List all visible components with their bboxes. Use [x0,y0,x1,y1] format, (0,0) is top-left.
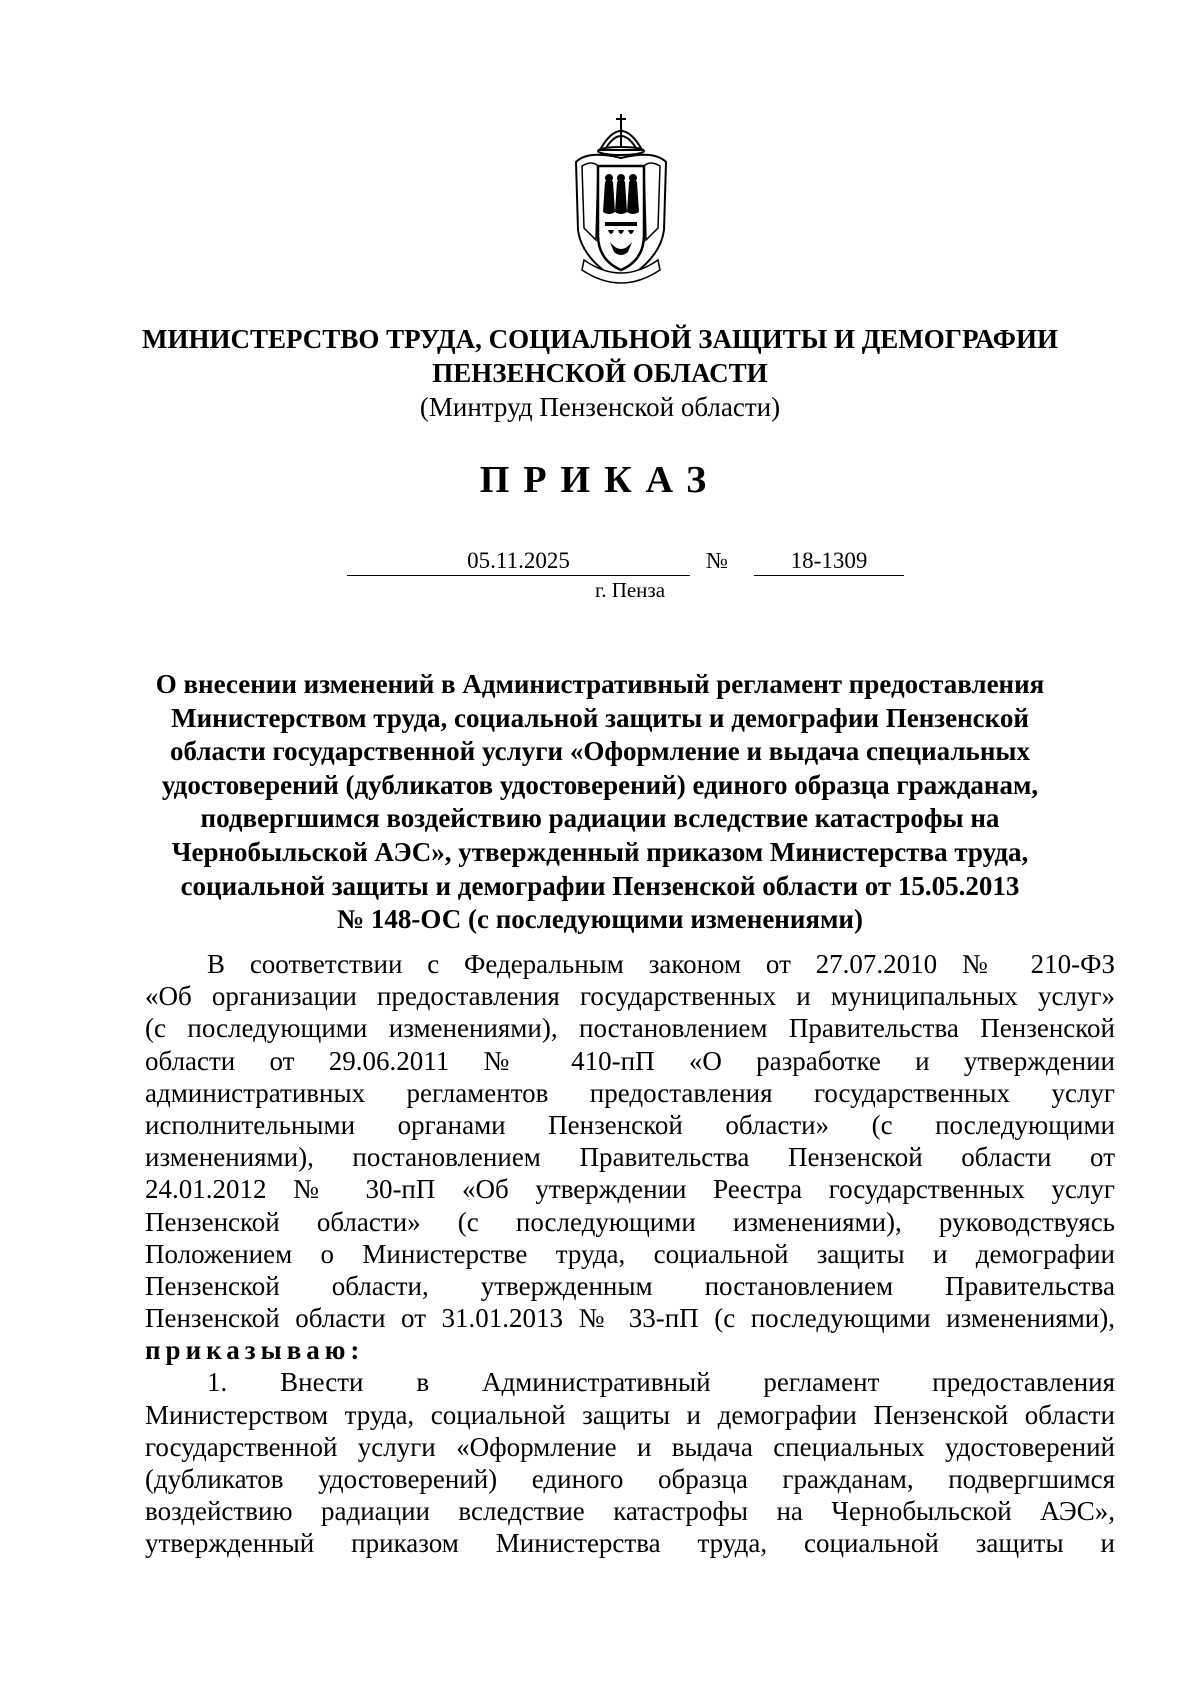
issue-city: г. Пенза [594,578,666,602]
item1-line: государственной услуги «Оформление и выдача специальных удостоверений [145,1431,1115,1462]
order-body [145,948,1115,1560]
preamble-line: административных регламентов предоставления государственных услуг [145,1077,1115,1108]
document-type-title: ПРИКАЗ [479,459,721,501]
subject-line: Министерством труда, социальной защиты и демографии Пензенской [171,702,1029,733]
order-date: 05.11.2025 [347,548,690,576]
subject-line: № 148-ОС (с последующими изменениями) [337,904,863,935]
item1-line: утвержденный приказом Министерства труда, социальной защиты и [145,1528,1115,1559]
preamble-line: В соответствии с Федеральным законом от 27.07.2010 № 210-ФЗ [207,949,1115,979]
ministry-short-name: (Минтруд Пензенской области) [419,392,781,422]
number-sign: № [706,548,728,573]
item1-line: Министерством труда, социальной защиты и демографии Пензенской области [145,1399,1115,1430]
order-number: 18-1309 [754,548,904,576]
subject-line: подвергшимся воздействию радиации вследствие катастрофы на [200,803,1000,834]
subject-line: удостоверений (дубликатов удостоверений) единого образца гражданам, [161,769,1039,800]
preamble-line: Пензенской области от 31.01.2013 № 33-пП (с последующими изменениями), [145,1303,1115,1334]
preamble-line: Пензенской области, утвержденным постановлением Правительства [145,1270,1115,1301]
preamble-line: изменениями), постановлением Правительства Пензенской области от [145,1142,1115,1173]
item1-line: воздействию радиации вследствие катастрофы на Чернобыльской АЭС», [145,1496,1115,1527]
coat-of-arms-icon [570,110,672,290]
preamble-line: области от 29.06.2011 № 410-пП «О разработке и утверждении [145,1045,1115,1076]
item1-line: 1. Внести в Административный регламент предоставления [207,1367,1115,1398]
subject-line: области государственной услуги «Оформление и выдача специальных [170,736,1030,767]
subject-line: Чернобыльской АЭС», утвержденный приказом Министерства труда, [171,836,1029,867]
item1-line: (дубликатов удостоверений) единого образца гражданам, подвергшимся [145,1464,1115,1494]
order-subject [130,668,1070,937]
preamble-line: (с последующими изменениями), постановлением Правительства Пензенской [145,1013,1115,1044]
preamble-line: 24.01.2012 № 30-пП «Об утверждении Реестра государственных услуг [145,1174,1115,1205]
preamble-line: Пензенской области» (с последующими изменениями), руководствуясь [145,1206,1115,1237]
subject-line: социальной защиты и демографии Пензенской области от 15.05.2013 [180,870,1020,901]
ministry-name-line1: МИНИСТЕРСТВО ТРУДА, СОЦИАЛЬНОЙ ЗАЩИТЫ И ДЕМОГРАФИИ [141,324,1058,354]
subject-line: О внесении изменений в Административный регламент предоставления [155,669,1045,699]
order-word-line [145,1334,1115,1366]
order-word: приказываю: [145,1335,365,1366]
preamble-line: «Об организации предоставления государственных и муниципальных услуг» [145,981,1115,1012]
ministry-name-line2: ПЕНЗЕНСКОЙ ОБЛАСТИ [432,358,768,388]
preamble-line: Положением о Министерстве труда, социальной защиты и демографии [145,1238,1115,1269]
preamble-line: исполнительными органами Пензенской области» (с последующими [145,1109,1115,1140]
